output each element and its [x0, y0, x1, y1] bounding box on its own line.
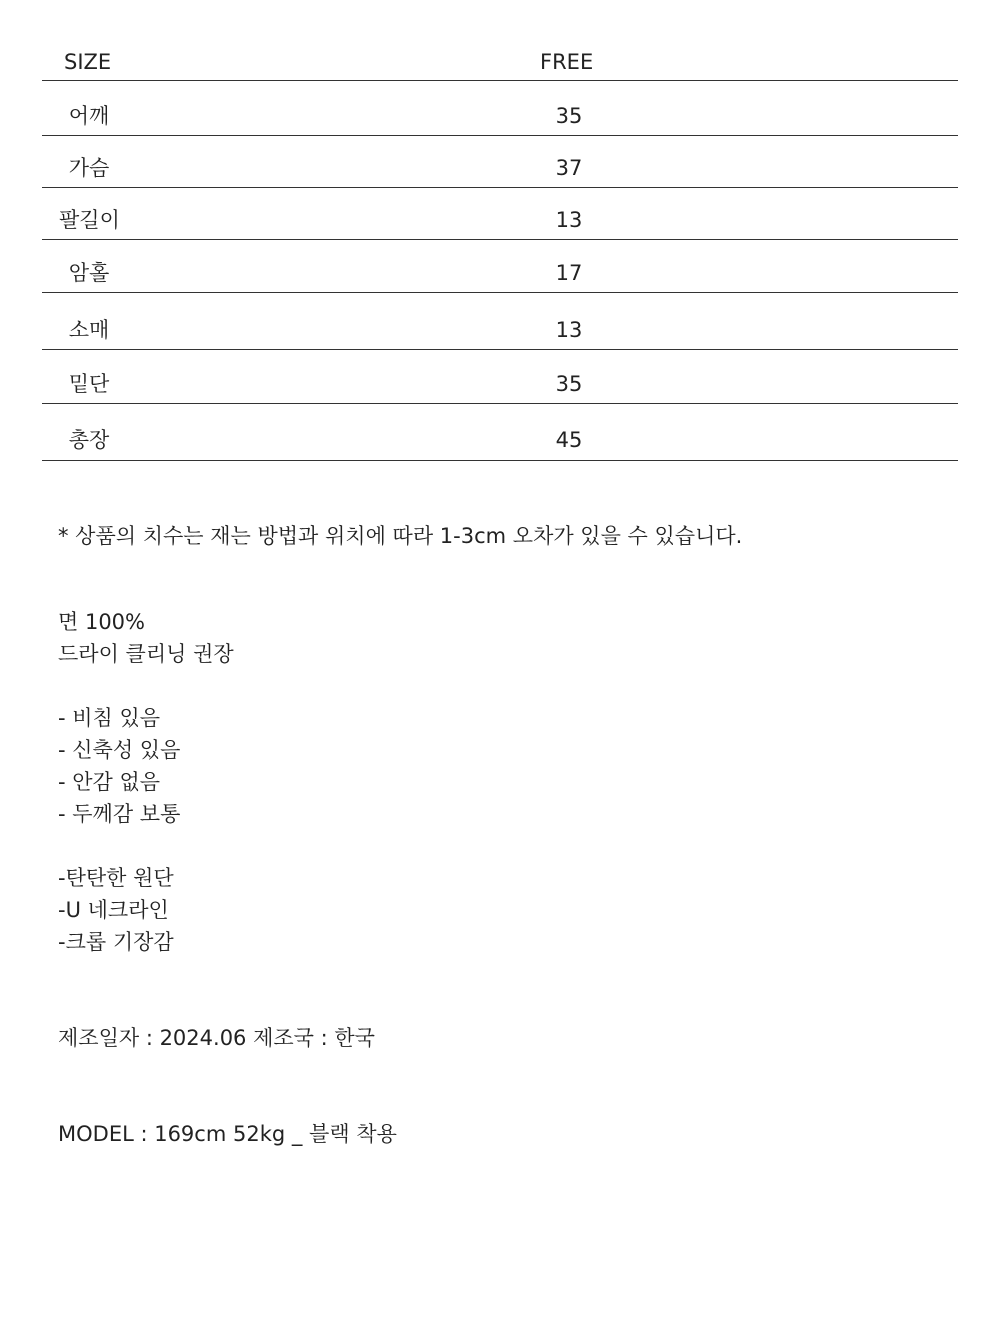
size-row-label: 소매: [68, 318, 110, 342]
size-row-sleeve-length: [42, 188, 958, 240]
size-header-label: SIZE: [64, 50, 112, 74]
size-row-sleeve: [42, 293, 958, 350]
model-info: MODEL : 169cm 52kg _ 블랙 착용: [58, 1122, 397, 1146]
fabric-material: 면 100%: [58, 610, 145, 634]
size-row-chest: [42, 136, 958, 188]
feature-item: - 안감 없음: [58, 770, 161, 794]
size-row-total-length: [42, 404, 958, 461]
highlight-item: -크롭 기장감: [58, 930, 174, 954]
feature-item: - 두께감 보통: [58, 802, 181, 826]
size-row-label: 암홀: [68, 261, 110, 285]
free-header-label: FREE: [540, 50, 594, 74]
size-row-value: 37: [555, 156, 583, 180]
size-row-label: 가슴: [68, 156, 110, 180]
size-row-value: 35: [555, 372, 583, 396]
feature-item: - 비침 있음: [58, 706, 161, 730]
size-row-armhole: [42, 240, 958, 293]
size-row-value: 35: [555, 104, 583, 128]
size-row-label: 총장: [68, 428, 110, 452]
size-row-value: 45: [555, 428, 583, 452]
manufacture-info: 제조일자 : 2024.06 제조국 : 한국: [58, 1026, 375, 1050]
measurement-notice: * 상품의 치수는 재는 방법과 위치에 따라 1-3cm 오차가 있을 수 있습니다.: [58, 524, 743, 548]
size-row-label: 팔길이: [59, 208, 120, 232]
size-table: [42, 40, 958, 461]
size-table-header: [42, 40, 958, 81]
size-row-label: 밑단: [68, 372, 110, 396]
size-row-label: 어깨: [68, 104, 110, 128]
highlight-item: -U 네크라인: [58, 898, 169, 922]
highlight-item: -탄탄한 원단: [58, 866, 174, 890]
size-row-hem: [42, 350, 958, 404]
size-row-shoulder: [42, 81, 958, 136]
size-row-value: 13: [555, 318, 583, 342]
care-instruction: 드라이 클리닝 권장: [58, 642, 234, 666]
feature-item: - 신축성 있음: [58, 738, 181, 762]
size-row-value: 17: [555, 261, 583, 285]
size-row-value: 13: [555, 208, 583, 232]
